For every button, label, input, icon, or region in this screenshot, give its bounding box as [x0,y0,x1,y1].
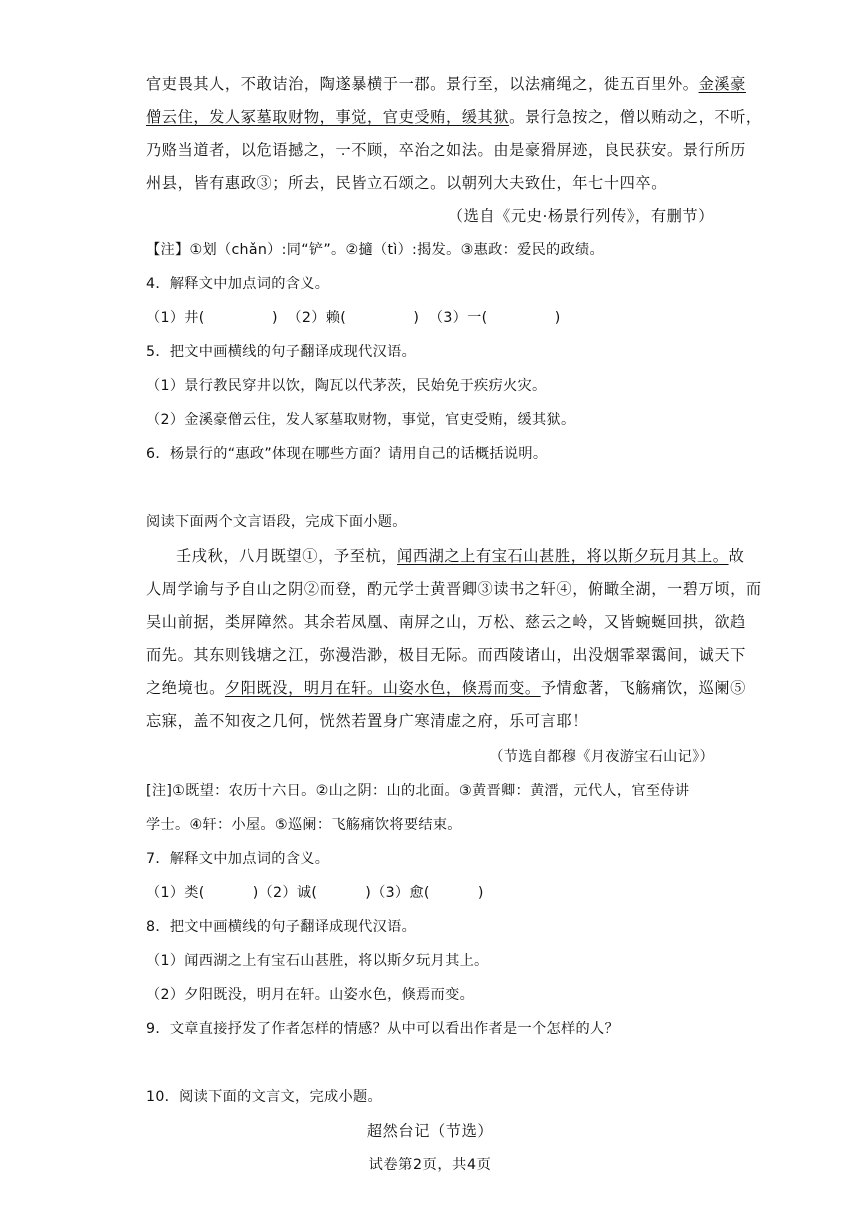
q5-sentence-2: （2）金溪豪僧云住，发人冢墓取财物，事觉，官吏受贿，缓其狱。 [146,412,576,428]
q6-stem: 6．杨景行的“惠政”体现在哪些方面？请用自己的话概括说明。 [146,446,548,462]
underlined-sentence: 金溪豪 [698,75,746,93]
passage1-note: 【注】①划（chǎn）:同“铲”。②擿（tì）:揭发。③惠政：爱民的政绩。 [146,242,605,258]
passage2-intro: 阅读下面两个文言语段，完成下面小题。 [146,514,407,530]
dotted-word: 类 [224,613,241,631]
q5-stem: 5．把文中画横线的句子翻译成现代汉语。 [146,344,417,360]
passage1-line-4: 州县，皆有惠政③；所去，民皆立石颂之。以朝列大夫致仕，年七十四卒。 [146,174,667,192]
dotted-word: 一 [335,141,352,159]
dotted-word: 愈 [572,679,589,697]
passage2-line-1: 壬戌秋，八月既望①，予至杭，闻西湖之上有宝石山甚胜，将以斯夕玩月其上。故 [176,547,745,565]
passage2-line-3: 吴山前据，类屏障然。其余若凤凰、南屏之山，万松、慈云之岭，又皆蜿蜒回拱，欲趋 [146,613,746,631]
q8-sentence-2: （2）夕阳既没，明月在轩。山姿水色，倏焉而变。 [146,987,475,1003]
passage2-line-4: 而先。其东则钱塘之江，弥漫浩渺，极目无际。而西陵诸山，出没烟霏翠霭间，诚天下 [146,646,746,664]
passage1-source: （选自《元史·杨景行列传》，有删节） [447,207,714,225]
q10-stem: 10．阅读下面的文言文，完成小题。 [146,1089,382,1105]
q4-answer-blanks[interactable]: （1）井( ) （2）赖( ) （3）一( ) [146,310,561,326]
q8-stem: 8．把文中画横线的句子翻译成现代汉语。 [146,919,417,935]
underlined-sentence: 夕阳既没，明月在轩。山姿水色，倏焉而变。 [224,679,541,697]
q5-sentence-1: （1）景行教民穿井以饮，陶瓦以代茅茨，民始免于疾疠火灾。 [146,378,547,394]
passage1-line-2: 僧云住，发人冢墓取财物，事觉，官吏受贿，缓其狱。景行急按之，僧以贿动之，不听， [146,108,762,126]
passage2-line-2: 人周学谕与予自山之阴②而登，酌元学士黄晋卿③读书之轩④，俯瞰全湖，一碧万顷，而 [146,580,762,598]
passage2-note-2: 学士。④轩：小屋。⑤巡阑：飞觞痛饮将要结束。 [146,817,462,833]
q8-sentence-1: （1）闻西湖之上有宝石山甚胜，将以斯夕玩月其上。 [146,953,489,969]
passage2-line-5: 之绝境也。夕阳既没，明月在轩。山姿水色，倏焉而变。予情愈著，飞觞痛饮，巡阑⑤ [146,679,746,697]
passage2-note-1: [注]①既望：农历十六日。②山之阴：山的北面。③黄晋卿：黄溍，元代人，官至侍讲 [146,783,690,799]
passage2-source: （节选自都穆《月夜游宝石山记》） [489,749,714,765]
passage1-line-1: 官吏畏其人，不敢诘治，陶遂暴横于一郡。景行至，以法痛绳之，徙五百里外。金溪豪 [146,75,746,93]
page-footer: 试卷第2页，共4页 [368,1157,492,1173]
passage2-line-6: 忘寐，盖不知夜之几何，恍然若置身广寒清虚之府，乐可言耶！ [146,712,589,730]
q4-stem: 4．解释文中加点词的含义。 [146,276,330,292]
dotted-word: 诚 [698,646,715,664]
q9-stem: 9．文章直接抒发了作者怎样的情感？从中可以看出作者是一个怎样的人？ [146,1021,619,1037]
underlined-sentence: 僧云住，发人冢墓取财物，事觉，官吏受贿，缓其狱 [146,108,510,126]
underlined-sentence: 闻西湖之上有宝石山甚胜，将以斯夕玩月其上。 [397,547,729,565]
passage3-title: 超然台记（节选） [366,1122,494,1140]
q7-stem: 7．解释文中加点词的含义。 [146,851,330,867]
passage1-line-3: 乃赂当道者，以危语撼之，一不顾，卒治之如法。由是豪猾屏迹，良民获安。景行所历 [146,141,746,159]
q7-answer-blanks[interactable]: （1）类( )（2）诚( )（3）愈( ) [146,885,484,901]
